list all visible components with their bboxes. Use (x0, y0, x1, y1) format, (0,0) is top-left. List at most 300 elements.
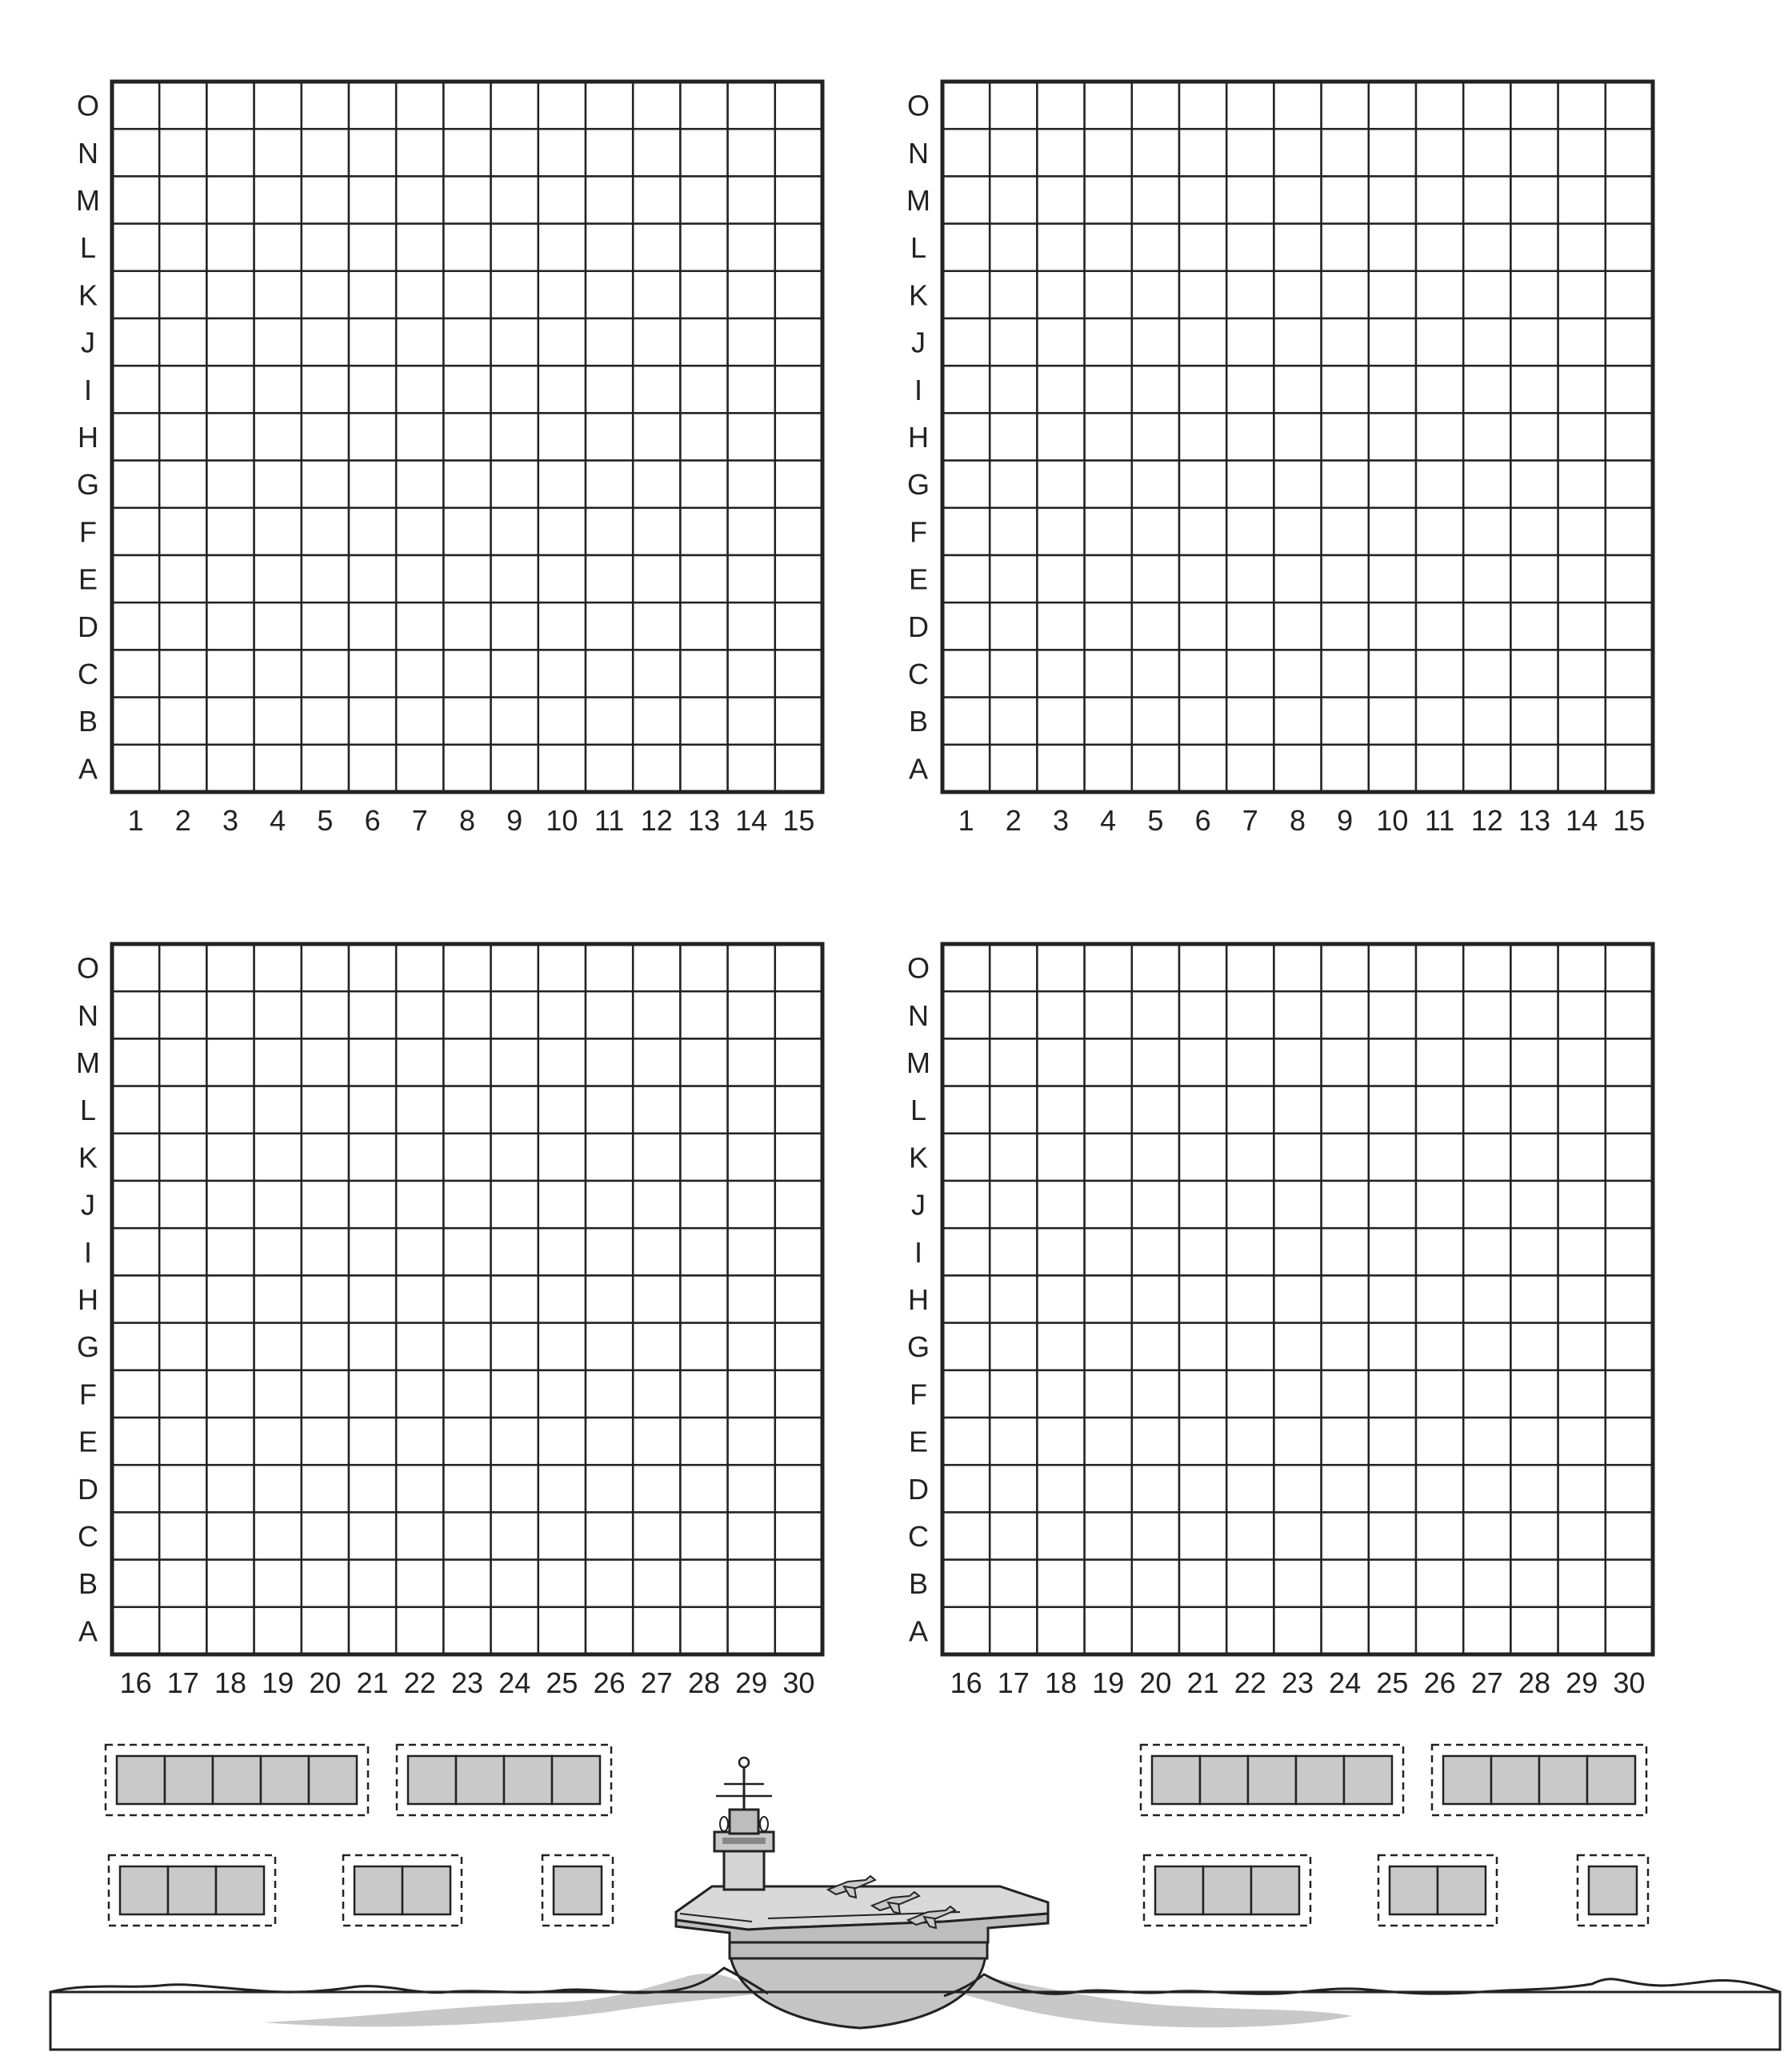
grid-cell-E13[interactable] (1510, 555, 1558, 602)
grid-cell-I11[interactable] (586, 366, 633, 413)
grid-cell-M21[interactable] (1179, 1038, 1226, 1086)
grid-cell-N20[interactable] (1132, 991, 1179, 1038)
grid-cell-D10[interactable] (538, 602, 586, 650)
grid-cell-D11[interactable] (586, 602, 633, 650)
grid-cell-G10[interactable] (1369, 461, 1416, 508)
grid-cell-M12[interactable] (633, 176, 680, 223)
grid-cell-O9[interactable] (1322, 82, 1369, 129)
grid-cell-A8[interactable] (1274, 745, 1321, 792)
grid-cell-B15[interactable] (1606, 698, 1653, 745)
grid-cell-E30[interactable] (1606, 1418, 1653, 1465)
grid-cell-A14[interactable] (728, 745, 775, 792)
grid-cell-H14[interactable] (1558, 413, 1606, 460)
grid-cell-F13[interactable] (1510, 508, 1558, 555)
grid-cell-H14[interactable] (728, 413, 775, 460)
grid-cell-C7[interactable] (1226, 650, 1274, 697)
grid-cell-L20[interactable] (302, 1086, 349, 1134)
grid-cell-G26[interactable] (1416, 1323, 1463, 1370)
grid-cell-K18[interactable] (1037, 1134, 1084, 1181)
grid-cell-K27[interactable] (1463, 1134, 1510, 1181)
grid-cell-O10[interactable] (538, 82, 586, 129)
grid-cell-N4[interactable] (1085, 129, 1132, 176)
grid-cell-J15[interactable] (1606, 318, 1653, 366)
grid-cell-D2[interactable] (990, 602, 1037, 650)
grid-cell-O8[interactable] (1274, 82, 1321, 129)
grid-cell-L10[interactable] (538, 224, 586, 271)
grid-cell-B8[interactable] (443, 698, 490, 745)
grid-cell-L13[interactable] (1510, 224, 1558, 271)
grid-cell-B4[interactable] (1085, 698, 1132, 745)
grid-cell-K4[interactable] (254, 271, 302, 318)
grid-cell-G4[interactable] (254, 461, 302, 508)
grid-cell-C30[interactable] (775, 1512, 822, 1559)
grid-cell-B23[interactable] (443, 1560, 490, 1607)
grid-cell-G2[interactable] (990, 461, 1037, 508)
grid-cell-B3[interactable] (206, 698, 254, 745)
grid-cell-C22[interactable] (396, 1512, 443, 1559)
grid-cell-A9[interactable] (1322, 745, 1369, 792)
grid-cell-J1[interactable] (112, 318, 159, 366)
grid-cell-H9[interactable] (1322, 413, 1369, 460)
grid-cell-F22[interactable] (396, 1370, 443, 1418)
grid-cell-M27[interactable] (1463, 1038, 1510, 1086)
grid-cell-E2[interactable] (159, 555, 206, 602)
grid-cell-J17[interactable] (159, 1181, 206, 1228)
grid-cell-L15[interactable] (775, 224, 822, 271)
grid-cell-I20[interactable] (302, 1228, 349, 1275)
grid-cell-D9[interactable] (1322, 602, 1369, 650)
grid-cell-M22[interactable] (396, 1038, 443, 1086)
grid-cell-E10[interactable] (538, 555, 586, 602)
grid-cell-B11[interactable] (586, 698, 633, 745)
grid-cell-F23[interactable] (1274, 1370, 1321, 1418)
grid-cell-O10[interactable] (1369, 82, 1416, 129)
grid-cell-L24[interactable] (1322, 1086, 1369, 1134)
grid-cell-M1[interactable] (112, 176, 159, 223)
grid-cell-H9[interactable] (491, 413, 538, 460)
grid-cell-K15[interactable] (1606, 271, 1653, 318)
grid-cell-F6[interactable] (349, 508, 396, 555)
grid-cell-H12[interactable] (633, 413, 680, 460)
grid-cell-M7[interactable] (396, 176, 443, 223)
grid-cell-H28[interactable] (680, 1275, 727, 1322)
grid-cell-C21[interactable] (1179, 1512, 1226, 1559)
grid-cell-G5[interactable] (302, 461, 349, 508)
grid-cell-K9[interactable] (1322, 271, 1369, 318)
grid-cell-G20[interactable] (1132, 1323, 1179, 1370)
grid-cell-D22[interactable] (396, 1465, 443, 1512)
grid-cell-C3[interactable] (206, 650, 254, 697)
grid-cell-D16[interactable] (112, 1465, 159, 1512)
grid-cell-I24[interactable] (1322, 1228, 1369, 1275)
grid-cell-I5[interactable] (302, 366, 349, 413)
grid-cell-D19[interactable] (1085, 1465, 1132, 1512)
grid-cell-O13[interactable] (680, 82, 727, 129)
grid-cell-A21[interactable] (1179, 1607, 1226, 1654)
grid-cell-K21[interactable] (349, 1134, 396, 1181)
grid-cell-A17[interactable] (159, 1607, 206, 1654)
grid-cell-M6[interactable] (349, 176, 396, 223)
grid-cell-L30[interactable] (1606, 1086, 1653, 1134)
grid-cell-B12[interactable] (1463, 698, 1510, 745)
grid-cell-H18[interactable] (1037, 1275, 1084, 1322)
grid-cell-O4[interactable] (1085, 82, 1132, 129)
grid-cell-L7[interactable] (396, 224, 443, 271)
grid-cell-C29[interactable] (1558, 1512, 1606, 1559)
grid-cell-G5[interactable] (1132, 461, 1179, 508)
grid-cell-C4[interactable] (254, 650, 302, 697)
grid-cell-B10[interactable] (538, 698, 586, 745)
grid-cell-B19[interactable] (1085, 1560, 1132, 1607)
grid-cell-M16[interactable] (942, 1038, 990, 1086)
grid-cell-H7[interactable] (1226, 413, 1274, 460)
grid-cell-B4[interactable] (254, 698, 302, 745)
grid-cell-J23[interactable] (1274, 1181, 1321, 1228)
grid-cell-O12[interactable] (633, 82, 680, 129)
grid-cell-F9[interactable] (491, 508, 538, 555)
grid-cell-G22[interactable] (396, 1323, 443, 1370)
grid-cell-D30[interactable] (775, 1465, 822, 1512)
grid-cell-C18[interactable] (1037, 1512, 1084, 1559)
grid-cell-I25[interactable] (538, 1228, 586, 1275)
grid-cell-L22[interactable] (1226, 1086, 1274, 1134)
grid-cell-J23[interactable] (443, 1181, 490, 1228)
grid-cell-A27[interactable] (633, 1607, 680, 1654)
grid-cell-I3[interactable] (1037, 366, 1084, 413)
grid-cell-I4[interactable] (1085, 366, 1132, 413)
grid-cell-J13[interactable] (680, 318, 727, 366)
grid-cell-L12[interactable] (1463, 224, 1510, 271)
grid-cell-B6[interactable] (1179, 698, 1226, 745)
grid-cell-I22[interactable] (396, 1228, 443, 1275)
grid-cell-C17[interactable] (159, 1512, 206, 1559)
grid-cell-I1[interactable] (112, 366, 159, 413)
grid-cell-H11[interactable] (586, 413, 633, 460)
grid-cell-D4[interactable] (254, 602, 302, 650)
grid-cell-E3[interactable] (1037, 555, 1084, 602)
grid-cell-E5[interactable] (1132, 555, 1179, 602)
grid-cell-L20[interactable] (1132, 1086, 1179, 1134)
grid-cell-A10[interactable] (538, 745, 586, 792)
grid-cell-O5[interactable] (1132, 82, 1179, 129)
grid-cell-M14[interactable] (728, 176, 775, 223)
grid-cell-E25[interactable] (538, 1418, 586, 1465)
grid-cell-J18[interactable] (206, 1181, 254, 1228)
grid-cell-J21[interactable] (1179, 1181, 1226, 1228)
grid-cell-C30[interactable] (1606, 1512, 1653, 1559)
grid-cell-L2[interactable] (159, 224, 206, 271)
grid-cell-F4[interactable] (1085, 508, 1132, 555)
grid-cell-N19[interactable] (1085, 991, 1132, 1038)
grid-cell-F21[interactable] (1179, 1370, 1226, 1418)
grid-cell-H19[interactable] (254, 1275, 302, 1322)
grid-cell-L17[interactable] (990, 1086, 1037, 1134)
grid-cell-F10[interactable] (538, 508, 586, 555)
ship-1-slot[interactable] (1578, 1855, 1648, 1926)
grid-cell-N5[interactable] (1132, 129, 1179, 176)
grid-cell-J29[interactable] (1558, 1181, 1606, 1228)
grid-cell-M19[interactable] (254, 1038, 302, 1086)
grid-cell-O3[interactable] (1037, 82, 1084, 129)
grid-cell-M26[interactable] (586, 1038, 633, 1086)
grid-cell-K23[interactable] (443, 1134, 490, 1181)
grid-cell-C20[interactable] (1132, 1512, 1179, 1559)
grid-cell-A5[interactable] (1132, 745, 1179, 792)
grid-cell-B12[interactable] (633, 698, 680, 745)
grid-cell-B1[interactable] (942, 698, 990, 745)
grid-cell-G1[interactable] (942, 461, 990, 508)
grid-cell-B27[interactable] (1463, 1560, 1510, 1607)
grid-cell-C28[interactable] (680, 1512, 727, 1559)
grid-cell-F14[interactable] (728, 508, 775, 555)
grid-cell-C15[interactable] (1606, 650, 1653, 697)
grid-cell-H24[interactable] (491, 1275, 538, 1322)
grid-cell-I18[interactable] (1037, 1228, 1084, 1275)
grid-cell-G8[interactable] (443, 461, 490, 508)
grid-cell-J27[interactable] (633, 1181, 680, 1228)
grid-cell-M2[interactable] (159, 176, 206, 223)
ship-3-slot[interactable] (109, 1855, 275, 1926)
grid-cell-D24[interactable] (1322, 1465, 1369, 1512)
grid-cell-O22[interactable] (1226, 944, 1274, 991)
grid-cell-B11[interactable] (1416, 698, 1463, 745)
grid-cell-F12[interactable] (1463, 508, 1510, 555)
grid-cell-B24[interactable] (1322, 1560, 1369, 1607)
grid-cell-I7[interactable] (396, 366, 443, 413)
grid-cell-K11[interactable] (586, 271, 633, 318)
grid-cell-I9[interactable] (1322, 366, 1369, 413)
grid-cell-M15[interactable] (775, 176, 822, 223)
grid-cell-C6[interactable] (1179, 650, 1226, 697)
grid-cell-M4[interactable] (254, 176, 302, 223)
grid-cell-G28[interactable] (1510, 1323, 1558, 1370)
grid-cell-N2[interactable] (990, 129, 1037, 176)
grid-cell-A20[interactable] (1132, 1607, 1179, 1654)
grid-cell-D9[interactable] (491, 602, 538, 650)
grid-cell-K4[interactable] (1085, 271, 1132, 318)
grid-cell-C13[interactable] (1510, 650, 1558, 697)
grid-cell-I15[interactable] (1606, 366, 1653, 413)
grid-cell-E6[interactable] (349, 555, 396, 602)
grid-cell-E29[interactable] (728, 1418, 775, 1465)
grid-cell-I19[interactable] (1085, 1228, 1132, 1275)
grid-cell-F13[interactable] (680, 508, 727, 555)
grid-cell-J28[interactable] (680, 1181, 727, 1228)
grid-cell-F25[interactable] (538, 1370, 586, 1418)
grid-cell-G4[interactable] (1085, 461, 1132, 508)
grid-cell-H26[interactable] (1416, 1275, 1463, 1322)
grid-cell-M23[interactable] (1274, 1038, 1321, 1086)
grid-cell-L17[interactable] (159, 1086, 206, 1134)
grid-cell-C1[interactable] (112, 650, 159, 697)
grid-cell-C12[interactable] (1463, 650, 1510, 697)
grid-cell-C26[interactable] (1416, 1512, 1463, 1559)
grid-cell-A30[interactable] (1606, 1607, 1653, 1654)
grid-cell-H27[interactable] (633, 1275, 680, 1322)
grid-cell-K30[interactable] (1606, 1134, 1653, 1181)
grid-cell-N16[interactable] (942, 991, 990, 1038)
grid-cell-F6[interactable] (1179, 508, 1226, 555)
grid-cell-B26[interactable] (1416, 1560, 1463, 1607)
grid-cell-B21[interactable] (349, 1560, 396, 1607)
grid-cell-E10[interactable] (1369, 555, 1416, 602)
grid-cell-N3[interactable] (1037, 129, 1084, 176)
grid-cell-D17[interactable] (990, 1465, 1037, 1512)
grid-cell-C24[interactable] (491, 1512, 538, 1559)
grid-cell-K22[interactable] (1226, 1134, 1274, 1181)
grid-cell-F26[interactable] (586, 1370, 633, 1418)
grid-cell-C3[interactable] (1037, 650, 1084, 697)
grid-cell-K22[interactable] (396, 1134, 443, 1181)
grid-cell-G25[interactable] (538, 1323, 586, 1370)
grid-cell-G11[interactable] (586, 461, 633, 508)
grid-cell-O11[interactable] (1416, 82, 1463, 129)
grid-cell-G13[interactable] (1510, 461, 1558, 508)
grid-cell-M9[interactable] (1322, 176, 1369, 223)
grid-cell-M28[interactable] (1510, 1038, 1558, 1086)
grid-cell-I27[interactable] (633, 1228, 680, 1275)
grid-cell-F27[interactable] (1463, 1370, 1510, 1418)
grid-cell-A24[interactable] (1322, 1607, 1369, 1654)
grid-cell-O21[interactable] (349, 944, 396, 991)
grid-cell-K3[interactable] (206, 271, 254, 318)
grid-cell-O14[interactable] (1558, 82, 1606, 129)
grid-cell-A25[interactable] (1369, 1607, 1416, 1654)
grid-cell-M20[interactable] (1132, 1038, 1179, 1086)
grid-cell-G26[interactable] (586, 1323, 633, 1370)
grid-cell-E1[interactable] (112, 555, 159, 602)
grid-cell-J30[interactable] (775, 1181, 822, 1228)
grid-cell-E20[interactable] (1132, 1418, 1179, 1465)
grid-cell-F14[interactable] (1558, 508, 1606, 555)
grid-cell-G16[interactable] (942, 1323, 990, 1370)
grid-cell-O30[interactable] (775, 944, 822, 991)
grid-cell-A26[interactable] (586, 1607, 633, 1654)
grid-cell-C9[interactable] (491, 650, 538, 697)
grid-cell-I17[interactable] (159, 1228, 206, 1275)
grid-cell-D6[interactable] (349, 602, 396, 650)
grid-cell-G13[interactable] (680, 461, 727, 508)
grid-cell-B28[interactable] (1510, 1560, 1558, 1607)
grid-cell-O5[interactable] (302, 82, 349, 129)
grid-cell-E17[interactable] (159, 1418, 206, 1465)
grid-cell-J14[interactable] (1558, 318, 1606, 366)
grid-cell-O27[interactable] (633, 944, 680, 991)
grid-cell-C18[interactable] (206, 1512, 254, 1559)
grid-cell-J7[interactable] (1226, 318, 1274, 366)
grid-cell-F25[interactable] (1369, 1370, 1416, 1418)
grid-cell-A4[interactable] (254, 745, 302, 792)
grid-cell-D8[interactable] (443, 602, 490, 650)
grid-cell-G10[interactable] (538, 461, 586, 508)
grid-cell-N1[interactable] (942, 129, 990, 176)
grid-cell-H22[interactable] (396, 1275, 443, 1322)
grid-cell-G25[interactable] (1369, 1323, 1416, 1370)
grid-cell-G14[interactable] (1558, 461, 1606, 508)
grid-cell-N20[interactable] (302, 991, 349, 1038)
grid-cell-L25[interactable] (1369, 1086, 1416, 1134)
grid-cell-N1[interactable] (112, 129, 159, 176)
grid-cell-L6[interactable] (1179, 224, 1226, 271)
grid-cell-I30[interactable] (775, 1228, 822, 1275)
grid-cell-E18[interactable] (206, 1418, 254, 1465)
grid-cell-E21[interactable] (349, 1418, 396, 1465)
grid-cell-N26[interactable] (586, 991, 633, 1038)
grid-cell-D15[interactable] (1606, 602, 1653, 650)
grid-cell-F2[interactable] (990, 508, 1037, 555)
grid-cell-C1[interactable] (942, 650, 990, 697)
grid-cell-F1[interactable] (112, 508, 159, 555)
grid-cell-L4[interactable] (254, 224, 302, 271)
grid-cell-L21[interactable] (1179, 1086, 1226, 1134)
grid-cell-E8[interactable] (443, 555, 490, 602)
grid-cell-A8[interactable] (443, 745, 490, 792)
grid-cell-O17[interactable] (159, 944, 206, 991)
grid-cell-J27[interactable] (1463, 1181, 1510, 1228)
grid-cell-H4[interactable] (1085, 413, 1132, 460)
grid-cell-N18[interactable] (1037, 991, 1084, 1038)
grid-cell-E19[interactable] (254, 1418, 302, 1465)
grid-cell-D8[interactable] (1274, 602, 1321, 650)
grid-cell-K17[interactable] (990, 1134, 1037, 1181)
grid-cell-C9[interactable] (1322, 650, 1369, 697)
grid-cell-F1[interactable] (942, 508, 990, 555)
grid-cell-M14[interactable] (1558, 176, 1606, 223)
grid-cell-K15[interactable] (775, 271, 822, 318)
grid-cell-E12[interactable] (633, 555, 680, 602)
grid-cell-I19[interactable] (254, 1228, 302, 1275)
grid-cell-N12[interactable] (1463, 129, 1510, 176)
grid-cell-J1[interactable] (942, 318, 990, 366)
grid-cell-L26[interactable] (1416, 1086, 1463, 1134)
grid-cell-A11[interactable] (586, 745, 633, 792)
grid-cell-I12[interactable] (1463, 366, 1510, 413)
grid-cell-K26[interactable] (586, 1134, 633, 1181)
grid-cell-J17[interactable] (990, 1181, 1037, 1228)
grid-cell-N11[interactable] (586, 129, 633, 176)
grid-cell-K13[interactable] (1510, 271, 1558, 318)
grid-cell-O1[interactable] (942, 82, 990, 129)
grid-cell-K7[interactable] (1226, 271, 1274, 318)
grid-cell-O14[interactable] (728, 82, 775, 129)
grid-cell-C16[interactable] (942, 1512, 990, 1559)
grid-cell-M5[interactable] (1132, 176, 1179, 223)
grid-cell-I18[interactable] (206, 1228, 254, 1275)
grid-cell-J24[interactable] (1322, 1181, 1369, 1228)
grid-cell-H21[interactable] (349, 1275, 396, 1322)
grid-cell-C23[interactable] (1274, 1512, 1321, 1559)
grid-cell-E27[interactable] (1463, 1418, 1510, 1465)
grid-cell-I23[interactable] (1274, 1228, 1321, 1275)
grid-cell-G1[interactable] (112, 461, 159, 508)
grid-cell-F3[interactable] (206, 508, 254, 555)
grid-cell-B24[interactable] (491, 1560, 538, 1607)
grid-cell-K21[interactable] (1179, 1134, 1226, 1181)
grid-cell-B29[interactable] (728, 1560, 775, 1607)
grid-cell-B10[interactable] (1369, 698, 1416, 745)
grid-cell-I25[interactable] (1369, 1228, 1416, 1275)
grid-cell-B9[interactable] (491, 698, 538, 745)
grid-cell-A17[interactable] (990, 1607, 1037, 1654)
grid-cell-K19[interactable] (1085, 1134, 1132, 1181)
grid-cell-O16[interactable] (112, 944, 159, 991)
grid-cell-O2[interactable] (990, 82, 1037, 129)
grid-cell-D27[interactable] (633, 1465, 680, 1512)
grid-cell-I12[interactable] (633, 366, 680, 413)
grid-cell-M3[interactable] (206, 176, 254, 223)
grid-cell-G29[interactable] (728, 1323, 775, 1370)
grid-cell-D25[interactable] (1369, 1465, 1416, 1512)
